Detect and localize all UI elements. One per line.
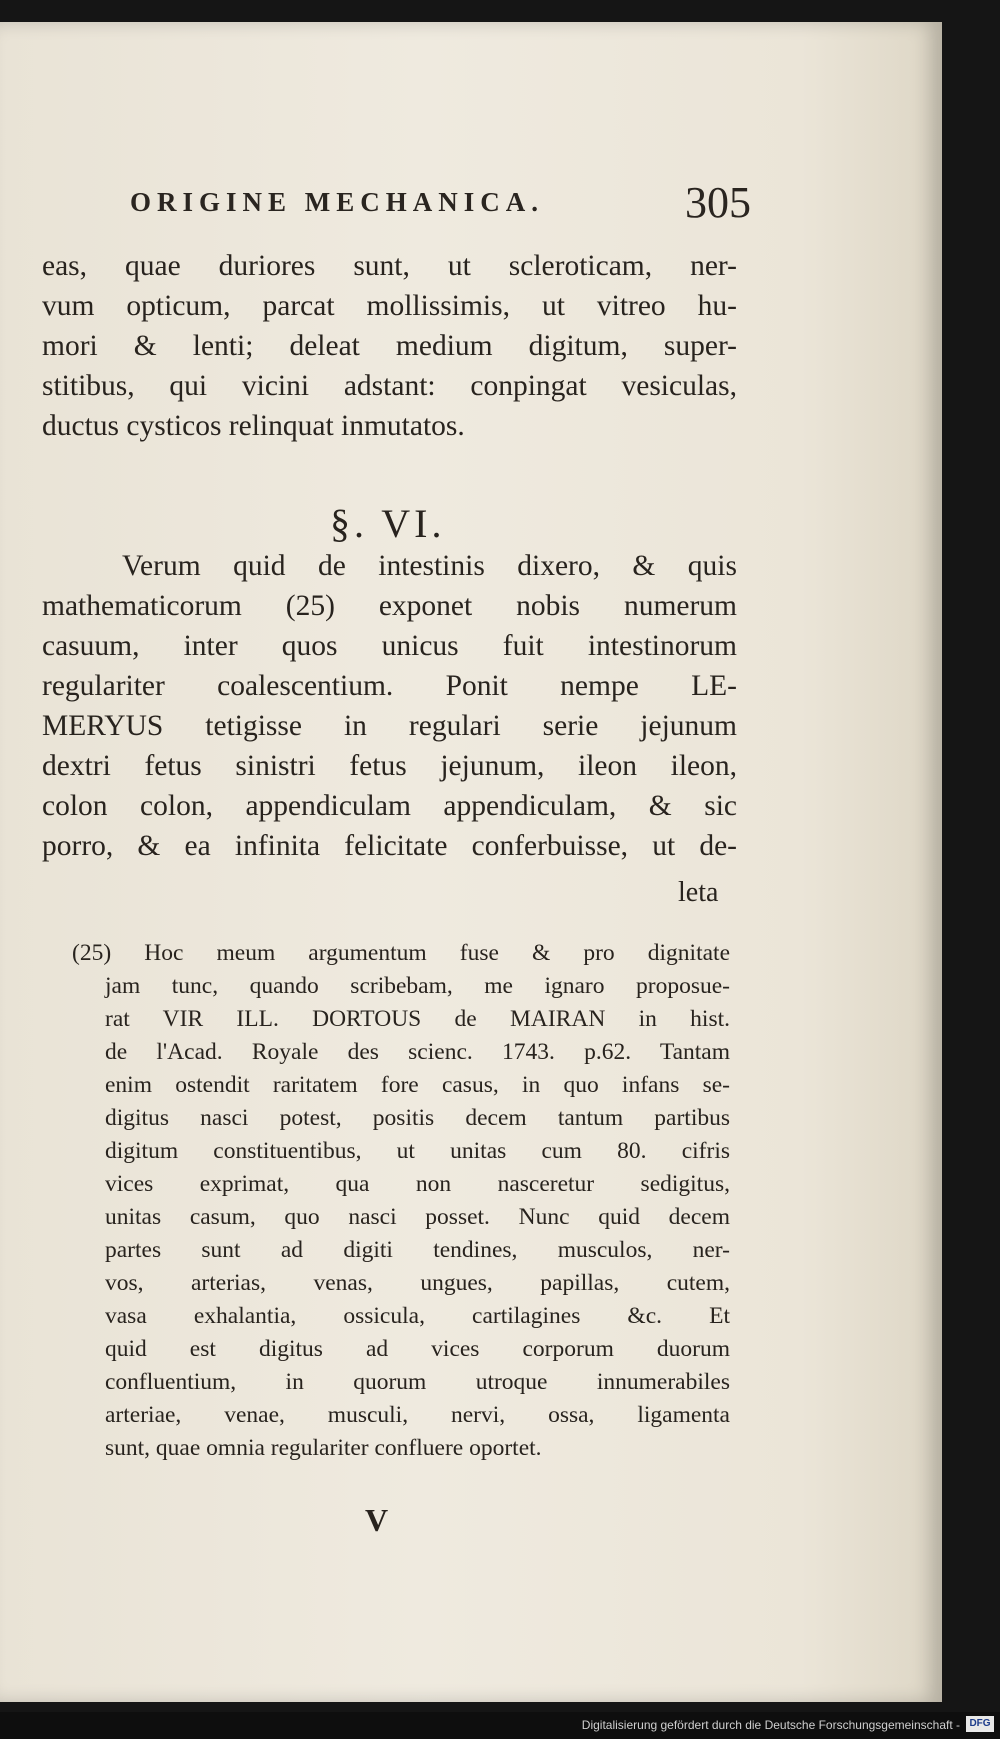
footnote-line: arteriae, venae, musculi, nervi, ossa, ligamenta bbox=[105, 1402, 730, 1428]
footnote-line: rat VIR ILL. DORTOUS de MAIRAN in hist. bbox=[105, 1006, 730, 1032]
text-line: porro, & ea infinita felicitate conferbuisse, ut de- bbox=[42, 830, 737, 862]
text-line: Verum quid de intestinis dixero, & quis bbox=[122, 550, 737, 582]
text-line: mori & lenti; deleat medium digitum, super- bbox=[42, 330, 737, 362]
footnote-line: digitus nasci potest, positis decem tantum partibus bbox=[105, 1105, 730, 1131]
text-line: stitibus, qui vicini adstant: conpingat vesiculas, bbox=[42, 370, 737, 402]
footnote-line: sunt, quae omnia regulariter confluere oportet. bbox=[105, 1435, 542, 1461]
signature-mark: V bbox=[365, 1502, 389, 1538]
digitization-credit: Digitalisierung gefördert durch die Deutsche Forschungsgemeinschaft - bbox=[581, 1718, 960, 1732]
footer-bar bbox=[0, 1712, 1000, 1739]
footnote-line: partes sunt ad digiti tendines, musculos, ner- bbox=[105, 1237, 730, 1263]
footnote-line: vos, arterias, venas, ungues, papillas, cutem, bbox=[105, 1270, 730, 1296]
text-line: MERYUS tetigisse in regulari serie jejunum bbox=[42, 710, 737, 742]
footnote-line: unitas casum, quo nasci posset. Nunc quid decem bbox=[105, 1204, 730, 1230]
page-number: 305 bbox=[685, 178, 751, 227]
footnote-line: (25) Hoc meum argumentum fuse & pro dignitate bbox=[72, 940, 730, 966]
text-line: eas, quae duriores sunt, ut scleroticam, ner- bbox=[42, 250, 737, 282]
text-line: regulariter coalescentium. Ponit nempe LE- bbox=[42, 670, 737, 702]
footnote-line: confluentium, in quorum utroque innumerabiles bbox=[105, 1369, 730, 1395]
section-heading: §. VI. bbox=[330, 501, 446, 546]
text-line: casuum, inter quos unicus fuit intestinorum bbox=[42, 630, 737, 662]
footnote-line: vices exprimat, qua non nasceretur sedigitus, bbox=[105, 1171, 730, 1197]
dfg-logo-icon: DFG bbox=[966, 1716, 994, 1732]
footnote-line: quid est digitus ad vices corporum duorum bbox=[105, 1336, 730, 1362]
footnote-line: vasa exhalantia, ossicula, cartilagines &c. Et bbox=[105, 1303, 730, 1329]
footnote-line: de l'Acad. Royale des scienc. 1743. p.62. Tantam bbox=[105, 1039, 730, 1065]
text-line: ductus cysticos relinquat inmutatos. bbox=[42, 410, 465, 442]
text-line: dextri fetus sinistri fetus jejunum, ileon ileon, bbox=[42, 750, 737, 782]
footnote-line: jam tunc, quando scribebam, me ignaro proposue- bbox=[105, 973, 730, 999]
text-line: vum opticum, parcat mollissimis, ut vitreo hu- bbox=[42, 290, 737, 322]
catch-word: leta bbox=[678, 877, 719, 908]
footnote-line: enim ostendit raritatem fore casus, in quo infans se- bbox=[105, 1072, 730, 1098]
page-header bbox=[130, 167, 750, 237]
footnote-line: digitum constituentibus, ut unitas cum 80. cifris bbox=[105, 1138, 730, 1164]
text-line: colon colon, appendiculam appendiculam, & sic bbox=[42, 790, 737, 822]
book-page bbox=[0, 22, 942, 1702]
running-title: ORIGINE MECHANICA. bbox=[130, 187, 545, 217]
text-line: mathematicorum (25) exponet nobis numerum bbox=[42, 590, 737, 622]
